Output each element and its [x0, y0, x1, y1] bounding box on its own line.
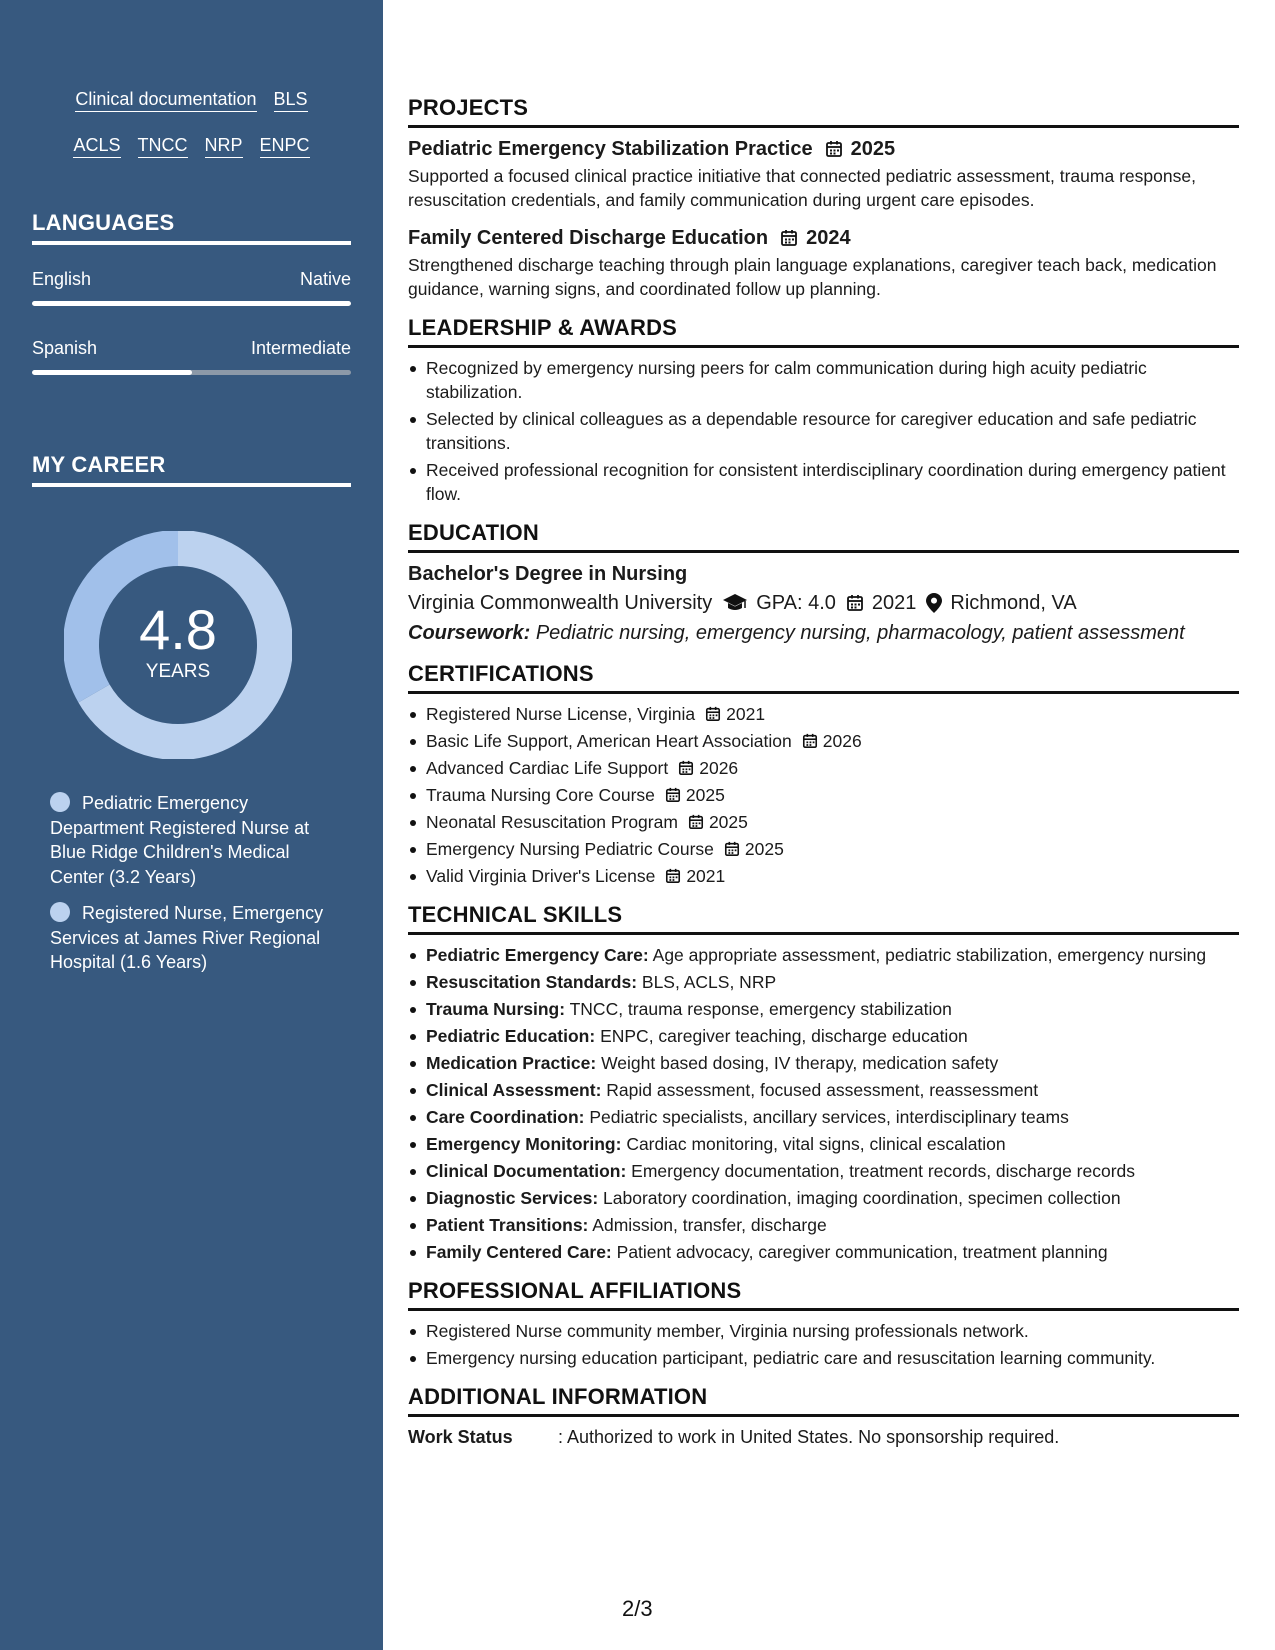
- skill-label: Family Centered Care:: [426, 1242, 612, 1262]
- work-status-row: [408, 1425, 1239, 1449]
- skill-item: [408, 1051, 1239, 1075]
- technical-skills-list: [408, 943, 1239, 1264]
- project-year: 2025: [850, 138, 896, 160]
- section-heading: EDUCATION: [408, 520, 1239, 553]
- skill-text: Rapid assessment, focused assessment, reassessment: [606, 1080, 1039, 1100]
- skill-label: Emergency Monitoring:: [426, 1134, 622, 1154]
- degree-title: Bachelor's Degree in Nursing: [408, 563, 688, 585]
- calendar-icon: [802, 733, 818, 749]
- certification-name: Neonatal Resuscitation Program: [426, 812, 678, 832]
- section-heading: PROFESSIONAL AFFILIATIONS: [408, 1278, 1239, 1311]
- career-item-label: Pediatric Emergency Department Registered Nurse at Blue Ridge Children's Medical Center (3.2 Years): [50, 793, 310, 887]
- certification-year: 2025: [744, 839, 784, 859]
- coursework-label: Coursework:: [408, 622, 531, 644]
- language-bar: [32, 301, 351, 306]
- certifications-section: [408, 661, 1239, 888]
- career-donut-center: [64, 531, 292, 759]
- certification-name: Advanced Cardiac Life Support: [426, 758, 669, 778]
- skill-tag[interactable]: TNCC: [138, 134, 188, 158]
- skill-text: Pediatric specialists, ancillary services, interdisciplinary teams: [589, 1107, 1069, 1127]
- career-donut: [64, 531, 292, 759]
- skill-text: BLS, ACLS, NRP: [641, 972, 777, 992]
- list-item: Received professional recognition for consistent interdisciplinary coordination during emergency patient flow.: [408, 458, 1239, 506]
- skill-item: [408, 997, 1239, 1021]
- skill-item: [408, 1159, 1239, 1183]
- calendar-icon: [846, 594, 864, 612]
- project-title: Pediatric Emergency Stabilization Practice: [408, 138, 813, 160]
- skill-label: Clinical Documentation:: [426, 1161, 627, 1181]
- skill-item: [408, 1240, 1239, 1264]
- language-name: Spanish: [32, 338, 98, 358]
- technical-skills-section: [408, 902, 1239, 1264]
- projects-section: [408, 95, 1239, 301]
- education-section: [408, 520, 1239, 647]
- skill-item: [408, 1024, 1239, 1048]
- main-content: [408, 95, 1239, 1463]
- project-title: Family Centered Discharge Education: [408, 227, 769, 249]
- skill-tag-row: [0, 88, 383, 112]
- school-location: Richmond, VA: [950, 592, 1077, 614]
- career-item: [50, 791, 335, 889]
- list-item: Recognized by emergency nursing peers for calm communication during high acuity pediatric stabilization.: [408, 356, 1239, 404]
- skill-item: [408, 943, 1239, 967]
- certification-year: 2026: [699, 758, 739, 778]
- language-bar: [32, 370, 351, 375]
- certification-item: [408, 810, 1239, 834]
- certification-name: Registered Nurse License, Virginia: [426, 704, 696, 724]
- skill-text: Cardiac monitoring, vital signs, clinical escalation: [626, 1134, 1006, 1154]
- leadership-section: [408, 315, 1239, 506]
- language-level: Intermediate: [250, 338, 351, 358]
- skill-text: ENPC, caregiver teaching, discharge education: [600, 1026, 968, 1046]
- work-status-value: : Authorized to work in United States. No sponsorship required.: [558, 1427, 1060, 1447]
- language-item: [32, 337, 351, 375]
- gpa: GPA: 4.0: [756, 592, 836, 614]
- graduation-cap-icon: [722, 593, 748, 613]
- skill-tag[interactable]: ENPC: [260, 134, 310, 158]
- certification-year: 2026: [822, 731, 862, 751]
- certification-item: [408, 837, 1239, 861]
- coursework: [408, 619, 1239, 647]
- list-item: Emergency nursing education participant, pediatric care and resuscitation learning community.: [408, 1346, 1239, 1370]
- section-heading: PROJECTS: [408, 95, 1239, 128]
- skill-label: Diagnostic Services:: [426, 1188, 599, 1208]
- skill-item: [408, 1132, 1239, 1156]
- certification-item: [408, 702, 1239, 726]
- career-heading: MY CAREER: [32, 452, 351, 487]
- skill-label: Care Coordination:: [426, 1107, 585, 1127]
- legend-dot-icon: [50, 902, 70, 922]
- career-list: [50, 791, 335, 987]
- skill-text: TNCC, trauma response, emergency stabilization: [569, 999, 952, 1019]
- calendar-icon: [825, 140, 843, 158]
- section-heading: CERTIFICATIONS: [408, 661, 1239, 694]
- coursework-text: Pediatric nursing, emergency nursing, pharmacology, patient assessment: [535, 622, 1185, 644]
- list-item: Selected by clinical colleagues as a dependable resource for caregiver education and safe pediatric transitions.: [408, 407, 1239, 455]
- certification-item: [408, 729, 1239, 753]
- skill-label: Pediatric Education:: [426, 1026, 596, 1046]
- calendar-icon: [665, 868, 681, 884]
- section-heading: LEADERSHIP & AWARDS: [408, 315, 1239, 348]
- language-item: [32, 268, 351, 306]
- section-heading: TECHNICAL SKILLS: [408, 902, 1239, 935]
- affiliations-list: [408, 1319, 1239, 1370]
- certification-year: 2021: [726, 704, 766, 724]
- project-item: [408, 225, 1239, 301]
- certification-name: Valid Virginia Driver's License: [426, 866, 656, 886]
- skill-item: [408, 1213, 1239, 1237]
- skill-label: Trauma Nursing:: [426, 999, 566, 1019]
- location-pin-icon: [926, 593, 942, 613]
- graduation-year: 2021: [871, 592, 917, 614]
- affiliations-section: [408, 1278, 1239, 1370]
- skill-label: Clinical Assessment:: [426, 1080, 602, 1100]
- page-number: 2/3: [622, 1596, 653, 1621]
- skill-label: Patient Transitions:: [426, 1215, 589, 1235]
- career-total-unit: YEARS: [145, 661, 211, 682]
- career-item: [50, 901, 335, 975]
- skill-tag-row: [0, 134, 383, 158]
- project-description: Strengthened discharge teaching through plain language explanations, caregiver teach back, medication guidance, warning signs, and coordinated follow up planning.: [408, 255, 1217, 299]
- skill-tag[interactable]: ACLS: [73, 134, 120, 158]
- certification-item: [408, 783, 1239, 807]
- languages-heading: LANGUAGES: [32, 210, 351, 245]
- language-bar-fill: [32, 370, 192, 375]
- sidebar: [0, 0, 383, 1650]
- calendar-icon: [678, 760, 694, 776]
- additional-info-section: [408, 1384, 1239, 1449]
- language-bar-fill: [32, 301, 351, 306]
- skill-item: [408, 1105, 1239, 1129]
- certification-name: Emergency Nursing Pediatric Course: [426, 839, 714, 859]
- leadership-list: [408, 356, 1239, 506]
- skill-tag[interactable]: BLS: [274, 88, 308, 112]
- project-item: [408, 136, 1239, 212]
- skill-tag[interactable]: NRP: [205, 134, 243, 158]
- skill-item: [408, 970, 1239, 994]
- skill-text: Patient advocacy, caregiver communication, treatment planning: [616, 1242, 1108, 1262]
- skill-label: Pediatric Emergency Care:: [426, 945, 649, 965]
- work-status-label: Work Status: [408, 1427, 513, 1447]
- certification-name: Basic Life Support, American Heart Association: [426, 731, 792, 751]
- school-name: Virginia Commonwealth University: [408, 592, 713, 614]
- skill-label: Medication Practice:: [426, 1053, 597, 1073]
- calendar-icon: [724, 841, 740, 857]
- skill-text: Admission, transfer, discharge: [592, 1215, 827, 1235]
- skill-tag[interactable]: Clinical documentation: [75, 88, 256, 112]
- skill-label: Resuscitation Standards:: [426, 972, 638, 992]
- language-level: Native: [299, 269, 351, 289]
- calendar-icon: [688, 814, 704, 830]
- skill-item: [408, 1186, 1239, 1210]
- calendar-icon: [705, 706, 721, 722]
- career-total-years: 4.8: [139, 598, 217, 661]
- skill-tags: [0, 88, 383, 180]
- calendar-icon: [780, 229, 798, 247]
- education-meta: [408, 589, 1239, 617]
- skill-text: Weight based dosing, IV therapy, medication safety: [601, 1053, 999, 1073]
- calendar-icon: [665, 787, 681, 803]
- skill-text: Age appropriate assessment, pediatric stabilization, emergency nursing: [652, 945, 1207, 965]
- certification-item: [408, 864, 1239, 888]
- section-heading: ADDITIONAL INFORMATION: [408, 1384, 1239, 1417]
- certifications-list: [408, 702, 1239, 888]
- list-item: Registered Nurse community member, Virginia nursing professionals network.: [408, 1319, 1239, 1343]
- certification-year: 2025: [708, 812, 748, 832]
- skill-text: Laboratory coordination, imaging coordination, specimen collection: [603, 1188, 1121, 1208]
- certification-year: 2025: [685, 785, 725, 805]
- certification-item: [408, 756, 1239, 780]
- skill-text: Emergency documentation, treatment records, discharge records: [631, 1161, 1136, 1181]
- certification-name: Trauma Nursing Core Course: [426, 785, 655, 805]
- career-item-label: Registered Nurse, Emergency Services at James River Regional Hospital (1.6 Years): [50, 903, 324, 972]
- certification-year: 2021: [686, 866, 726, 886]
- project-description: Supported a focused clinical practice initiative that connected pediatric assessment, trauma response, resuscitation credentials, and family communication during urgent care episodes.: [408, 166, 1196, 210]
- legend-dot-icon: [50, 792, 70, 812]
- project-year: 2024: [806, 227, 851, 249]
- skill-item: [408, 1078, 1239, 1102]
- language-name: English: [32, 269, 92, 289]
